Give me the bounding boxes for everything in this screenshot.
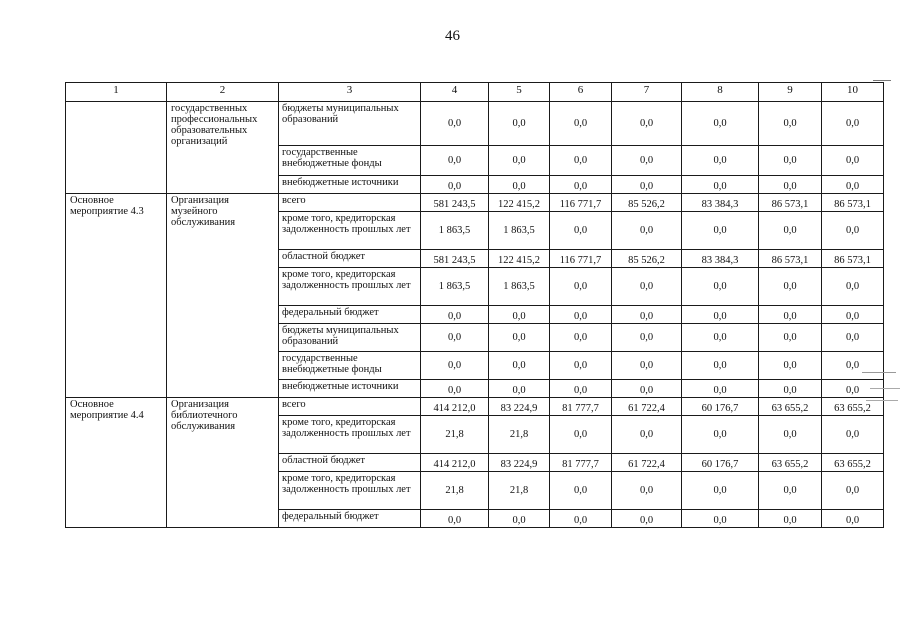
budget-table <box>65 82 884 528</box>
header-row <box>66 83 884 102</box>
amount-cell: 0,0 <box>489 306 550 324</box>
column-header: 10 <box>822 83 884 102</box>
amount-cell: 0,0 <box>822 352 884 380</box>
amount-cell: 21,8 <box>421 472 489 510</box>
amount-cell: 0,0 <box>612 268 682 306</box>
amount-cell: 0,0 <box>822 102 884 146</box>
amount-cell: 0,0 <box>550 324 612 352</box>
amount-cell: 0,0 <box>759 212 822 250</box>
amount-cell: 0,0 <box>759 324 822 352</box>
column-header: 8 <box>682 83 759 102</box>
amount-cell: 0,0 <box>682 416 759 454</box>
funding-source: кроме того, кредиторская задолженность прошлых лет <box>279 416 421 454</box>
amount-cell: 0,0 <box>550 306 612 324</box>
table-row <box>66 194 884 212</box>
amount-cell: 122 415,2 <box>489 194 550 212</box>
column-header: 6 <box>550 83 612 102</box>
amount-cell: 122 415,2 <box>489 250 550 268</box>
amount-cell: 0,0 <box>550 510 612 528</box>
amount-cell: 0,0 <box>612 212 682 250</box>
funding-source: областной бюджет <box>279 454 421 472</box>
amount-cell: 0,0 <box>822 416 884 454</box>
amount-cell: 0,0 <box>682 212 759 250</box>
amount-cell: 21,8 <box>489 416 550 454</box>
funding-source: всего <box>279 194 421 212</box>
amount-cell: 0,0 <box>612 416 682 454</box>
amount-cell: 1 863,5 <box>489 212 550 250</box>
event-code <box>66 102 167 194</box>
amount-cell: 0,0 <box>612 472 682 510</box>
event-code: Основное мероприятие 4.4 <box>66 398 167 528</box>
amount-cell: 0,0 <box>550 416 612 454</box>
amount-cell: 0,0 <box>550 380 612 398</box>
amount-cell: 0,0 <box>612 324 682 352</box>
amount-cell: 0,0 <box>822 306 884 324</box>
column-header: 2 <box>167 83 279 102</box>
funding-source: всего <box>279 398 421 416</box>
amount-cell: 86 573,1 <box>759 250 822 268</box>
funding-source: внебюджетные источники <box>279 380 421 398</box>
funding-source: государственные внебюджетные фонды <box>279 146 421 176</box>
amount-cell: 0,0 <box>489 510 550 528</box>
amount-cell: 0,0 <box>612 380 682 398</box>
amount-cell: 0,0 <box>489 380 550 398</box>
column-header: 7 <box>612 83 682 102</box>
scan-mark <box>873 80 891 81</box>
event-name: Организация музейного обслуживания <box>167 194 279 398</box>
amount-cell: 0,0 <box>759 102 822 146</box>
amount-cell: 0,0 <box>822 472 884 510</box>
funding-source: областной бюджет <box>279 250 421 268</box>
amount-cell: 0,0 <box>421 146 489 176</box>
amount-cell: 0,0 <box>682 510 759 528</box>
amount-cell: 83 384,3 <box>682 194 759 212</box>
amount-cell: 0,0 <box>682 306 759 324</box>
amount-cell: 0,0 <box>682 268 759 306</box>
scan-mark <box>862 372 896 373</box>
amount-cell: 0,0 <box>421 380 489 398</box>
scan-mark <box>866 400 898 401</box>
amount-cell: 63 655,2 <box>759 398 822 416</box>
amount-cell: 0,0 <box>489 146 550 176</box>
amount-cell: 0,0 <box>612 510 682 528</box>
amount-cell: 0,0 <box>421 352 489 380</box>
amount-cell: 0,0 <box>822 268 884 306</box>
funding-source: государственные внебюджетные фонды <box>279 352 421 380</box>
amount-cell: 0,0 <box>822 324 884 352</box>
amount-cell: 0,0 <box>421 324 489 352</box>
column-header: 1 <box>66 83 167 102</box>
amount-cell: 85 526,2 <box>612 250 682 268</box>
funding-source: федеральный бюджет <box>279 306 421 324</box>
amount-cell: 414 212,0 <box>421 454 489 472</box>
amount-cell: 0,0 <box>759 268 822 306</box>
event-name: Организация библиотечного обслуживания <box>167 398 279 528</box>
amount-cell: 0,0 <box>822 510 884 528</box>
amount-cell: 0,0 <box>612 352 682 380</box>
amount-cell: 60 176,7 <box>682 454 759 472</box>
amount-cell: 83 384,3 <box>682 250 759 268</box>
funding-source: кроме того, кредиторская задолженность прошлых лет <box>279 212 421 250</box>
amount-cell: 86 573,1 <box>822 194 884 212</box>
amount-cell: 0,0 <box>682 324 759 352</box>
column-header: 4 <box>421 83 489 102</box>
amount-cell: 0,0 <box>822 212 884 250</box>
amount-cell: 0,0 <box>822 146 884 176</box>
amount-cell: 0,0 <box>612 306 682 324</box>
funding-source: бюджеты муниципальных образований <box>279 102 421 146</box>
amount-cell: 0,0 <box>612 102 682 146</box>
amount-cell: 63 655,2 <box>759 454 822 472</box>
amount-cell: 63 655,2 <box>822 398 884 416</box>
amount-cell: 21,8 <box>489 472 550 510</box>
amount-cell: 0,0 <box>759 146 822 176</box>
amount-cell: 1 863,5 <box>421 268 489 306</box>
amount-cell: 0,0 <box>822 176 884 194</box>
amount-cell: 0,0 <box>489 102 550 146</box>
amount-cell: 0,0 <box>550 176 612 194</box>
amount-cell: 0,0 <box>682 176 759 194</box>
amount-cell: 116 771,7 <box>550 194 612 212</box>
amount-cell: 414 212,0 <box>421 398 489 416</box>
amount-cell: 0,0 <box>682 352 759 380</box>
amount-cell: 0,0 <box>759 416 822 454</box>
column-header: 9 <box>759 83 822 102</box>
amount-cell: 60 176,7 <box>682 398 759 416</box>
amount-cell: 0,0 <box>421 510 489 528</box>
amount-cell: 0,0 <box>550 212 612 250</box>
column-header: 3 <box>279 83 421 102</box>
amount-cell: 85 526,2 <box>612 194 682 212</box>
amount-cell: 0,0 <box>759 176 822 194</box>
amount-cell: 0,0 <box>550 352 612 380</box>
funding-source: внебюджетные источники <box>279 176 421 194</box>
table-row <box>66 398 884 416</box>
amount-cell: 0,0 <box>682 472 759 510</box>
amount-cell: 0,0 <box>489 176 550 194</box>
amount-cell: 0,0 <box>489 352 550 380</box>
amount-cell: 0,0 <box>682 380 759 398</box>
funding-source: кроме того, кредиторская задолженность прошлых лет <box>279 268 421 306</box>
amount-cell: 0,0 <box>759 472 822 510</box>
amount-cell: 0,0 <box>822 380 884 398</box>
amount-cell: 0,0 <box>612 146 682 176</box>
page-number: 46 <box>445 28 460 44</box>
column-header: 5 <box>489 83 550 102</box>
amount-cell: 63 655,2 <box>822 454 884 472</box>
funding-source: федеральный бюджет <box>279 510 421 528</box>
amount-cell: 0,0 <box>550 268 612 306</box>
amount-cell: 581 243,5 <box>421 194 489 212</box>
amount-cell: 0,0 <box>550 102 612 146</box>
amount-cell: 81 777,7 <box>550 398 612 416</box>
amount-cell: 86 573,1 <box>822 250 884 268</box>
event-code: Основное мероприятие 4.3 <box>66 194 167 398</box>
funding-source: бюджеты муниципальных образований <box>279 324 421 352</box>
amount-cell: 0,0 <box>421 102 489 146</box>
amount-cell: 0,0 <box>612 176 682 194</box>
table-row <box>66 102 884 146</box>
amount-cell: 0,0 <box>550 146 612 176</box>
amount-cell: 1 863,5 <box>421 212 489 250</box>
amount-cell: 0,0 <box>421 176 489 194</box>
scan-mark <box>870 388 900 389</box>
amount-cell: 116 771,7 <box>550 250 612 268</box>
amount-cell: 61 722,4 <box>612 454 682 472</box>
amount-cell: 0,0 <box>682 102 759 146</box>
amount-cell: 0,0 <box>682 146 759 176</box>
amount-cell: 83 224,9 <box>489 454 550 472</box>
amount-cell: 21,8 <box>421 416 489 454</box>
amount-cell: 0,0 <box>759 380 822 398</box>
amount-cell: 61 722,4 <box>612 398 682 416</box>
amount-cell: 0,0 <box>759 510 822 528</box>
amount-cell: 0,0 <box>421 306 489 324</box>
amount-cell: 581 243,5 <box>421 250 489 268</box>
amount-cell: 1 863,5 <box>489 268 550 306</box>
amount-cell: 0,0 <box>550 472 612 510</box>
funding-source: кроме того, кредиторская задолженность прошлых лет <box>279 472 421 510</box>
amount-cell: 81 777,7 <box>550 454 612 472</box>
amount-cell: 0,0 <box>759 306 822 324</box>
amount-cell: 86 573,1 <box>759 194 822 212</box>
amount-cell: 0,0 <box>489 324 550 352</box>
amount-cell: 83 224,9 <box>489 398 550 416</box>
event-name: государственных профессиональных образовательных организаций <box>167 102 279 194</box>
amount-cell: 0,0 <box>759 352 822 380</box>
